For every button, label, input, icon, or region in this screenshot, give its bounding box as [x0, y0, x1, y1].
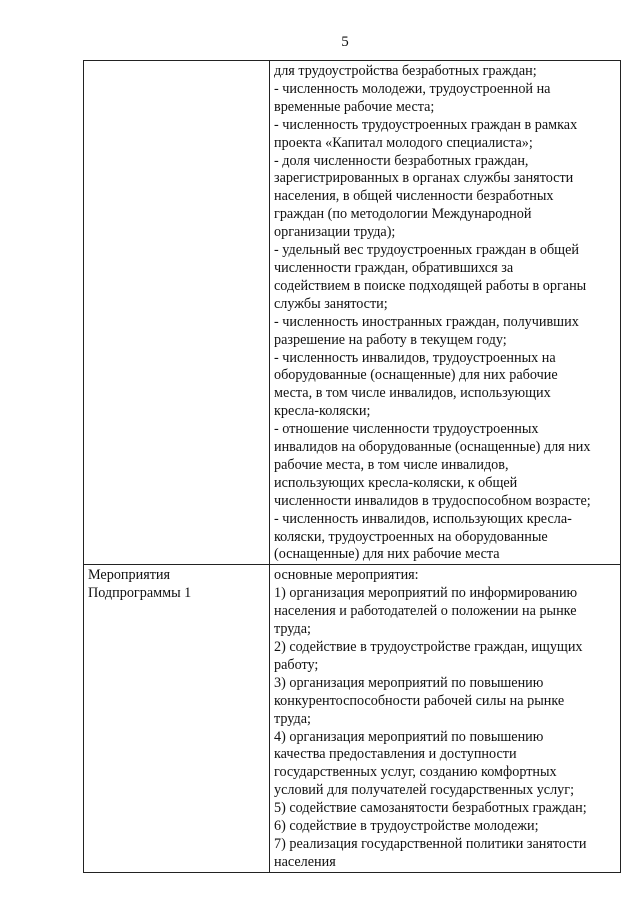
text-line: 4) организация мероприятий по повышению [274, 728, 544, 745]
text-line: разрешение на работу в текущем году; [274, 331, 507, 348]
text-line: труда; [274, 621, 311, 638]
text-line: населения, в общей численности безработных [274, 188, 554, 205]
text-line: работу; [274, 656, 319, 673]
text-line: - доля численности безработных граждан, [274, 152, 529, 169]
text-line: организации труда); [274, 224, 396, 241]
text-line: условий для получателей государственных услуг; [274, 782, 575, 799]
text-line: службы занятости; [274, 295, 388, 312]
text-line: временные рабочие места; [274, 98, 435, 115]
cell-lines [274, 63, 616, 564]
table-cell-label [84, 565, 270, 872]
table-cell-label [84, 61, 270, 565]
text-line: населения [274, 853, 336, 870]
text-line: - численность молодежи, трудоустроенной на [274, 80, 551, 97]
text-line: коляски, трудоустроенных на оборудованные [274, 528, 548, 545]
text-line: - отношение численности трудоустроенных [274, 421, 539, 438]
text-line: 7) реализация государственной политики занятости [274, 835, 587, 852]
text-line: для трудоустройства безработных граждан; [274, 63, 537, 79]
text-line: содействием в поиске подходящей работы в органы [274, 277, 587, 294]
table-cell-content [270, 565, 621, 872]
cell-lines [88, 567, 265, 603]
table-row [84, 565, 621, 872]
document-table [83, 60, 621, 873]
text-line: 1) организация мероприятий по информированию [274, 585, 578, 602]
text-line: 3) организация мероприятий по повышению [274, 674, 544, 691]
cell-lines [274, 567, 616, 871]
text-line: Подпрограммы 1 [88, 585, 192, 602]
text-line: населения и работодателей о положении на рынке [274, 603, 577, 620]
text-line: использующих кресла-коляски, к общей [274, 474, 518, 491]
text-line: места, в том числе инвалидов, использующих [274, 385, 551, 402]
text-line: численности граждан, обратившихся за [274, 259, 514, 276]
text-line: 2) содействие в трудоустройстве граждан, ищущих [274, 639, 583, 655]
text-line: оборудованные (оснащенные) для них рабочие [274, 367, 558, 384]
text-line: - численность инвалидов, использующих кресла- [274, 510, 572, 527]
text-line: рабочие места, в том числе инвалидов, [274, 456, 509, 473]
text-line: 6) содействие в трудоустройстве молодежи; [274, 818, 539, 835]
text-line: Мероприятия [88, 567, 171, 584]
text-line: - удельный вес трудоустроенных граждан в общей [274, 242, 579, 259]
text-line: - численность иностранных граждан, получивших [274, 313, 579, 330]
table-cell-content [270, 61, 621, 565]
text-line: (оснащенные) для них рабочие места [274, 546, 500, 563]
text-line: труда; [274, 710, 311, 727]
text-line: численности инвалидов в трудоспособном возрасте; [274, 492, 591, 509]
text-line: государственных услуг, созданию комфортных [274, 764, 557, 781]
table-row [84, 61, 621, 565]
text-line: инвалидов на оборудованные (оснащенные) для них [274, 439, 591, 456]
text-line: - численность трудоустроенных граждан в рамках [274, 116, 578, 133]
text-line: конкурентоспособности рабочей силы на рынке [274, 692, 565, 709]
text-line: 5) содействие самозанятости безработных граждан; [274, 800, 587, 817]
text-line: - численность инвалидов, трудоустроенных на [274, 349, 556, 366]
text-line: основные мероприятия: [274, 567, 419, 584]
text-line: кресла-коляски; [274, 403, 371, 420]
text-line: проекта «Капитал молодого специалиста»; [274, 134, 533, 151]
page-number: 5 [341, 34, 349, 50]
text-line: граждан (по методологии Международной [274, 206, 532, 223]
text-line: зарегистрированных в органах службы занятости [274, 170, 574, 187]
text-line: качества предоставления и доступности [274, 746, 517, 763]
